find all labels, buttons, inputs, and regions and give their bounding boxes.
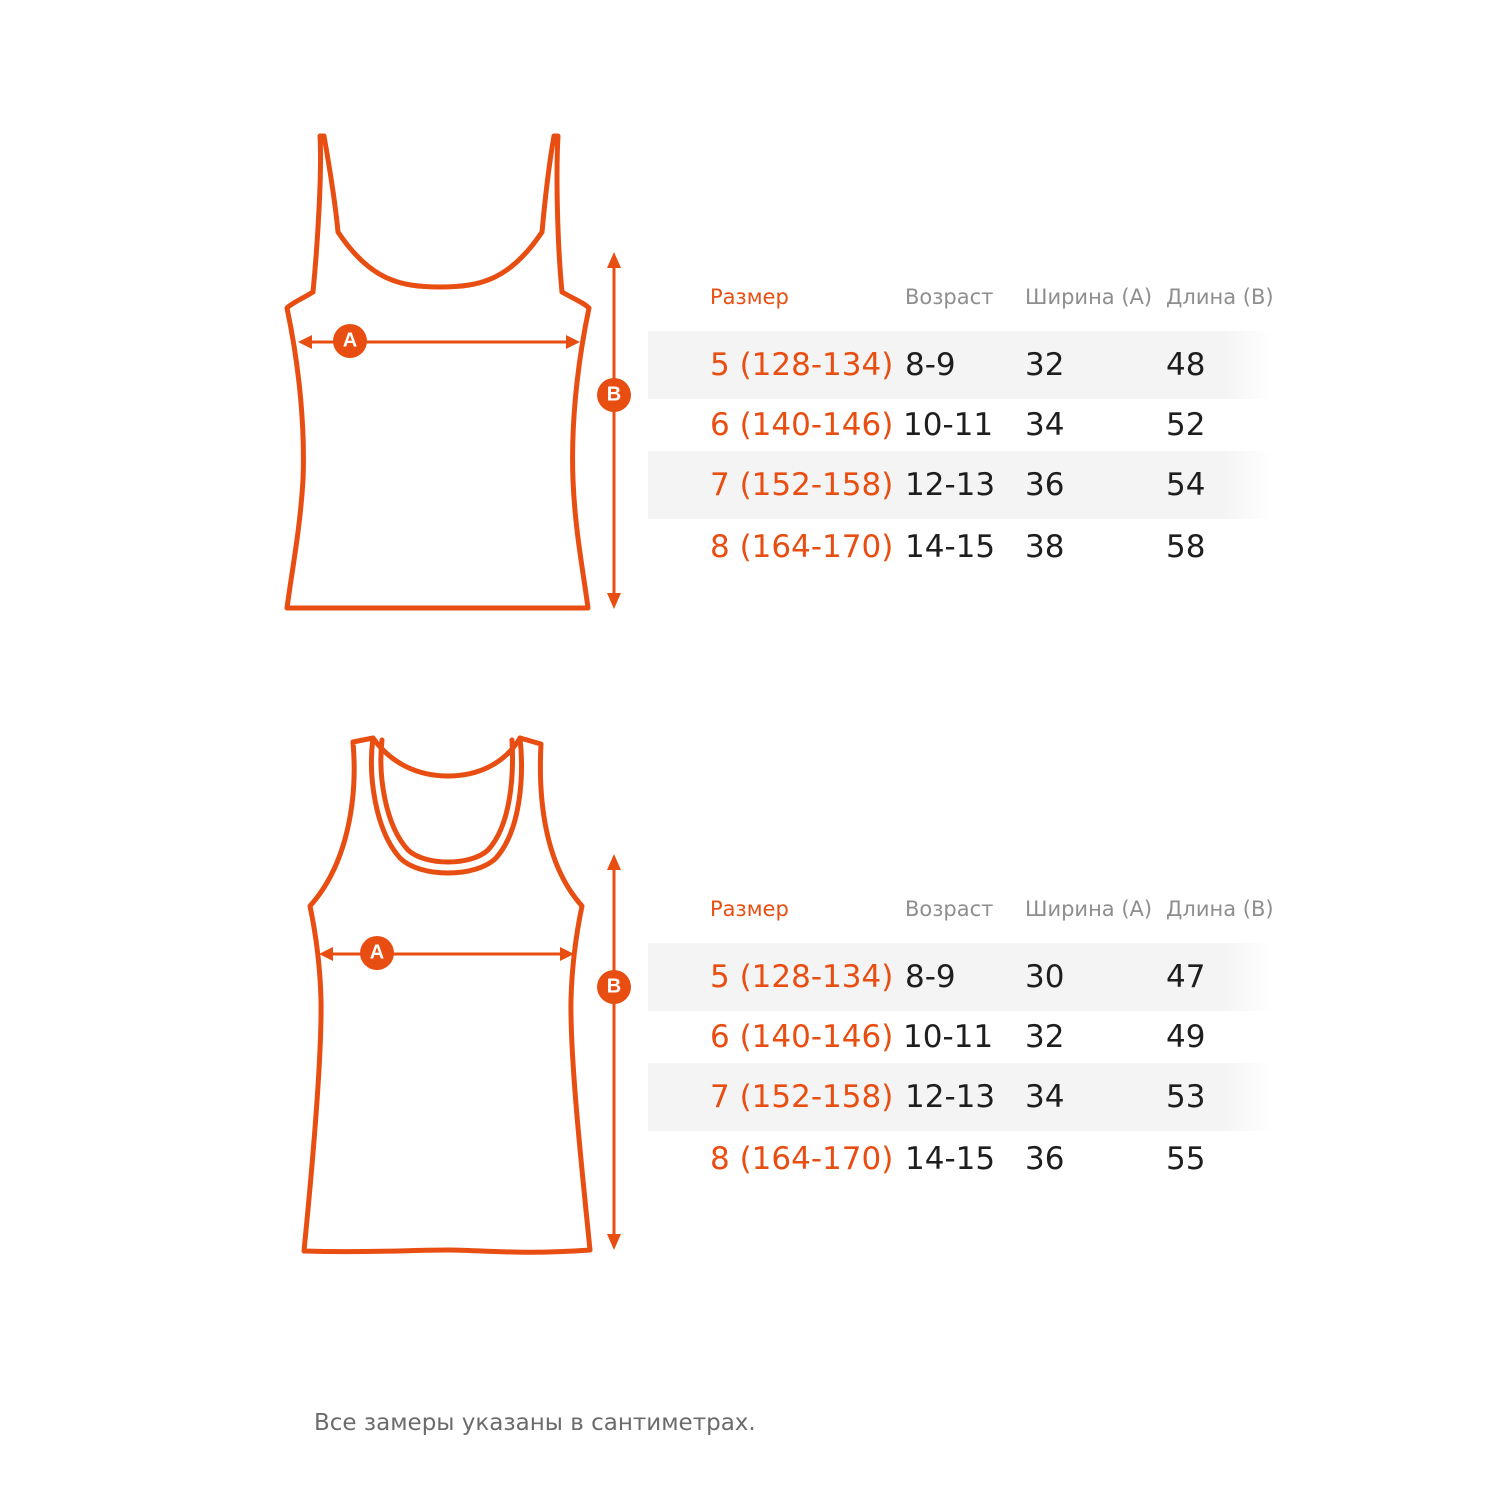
cell-size: 8 (164-170)	[710, 1141, 894, 1177]
camisole-icon	[0, 100, 660, 640]
cell-age: 8-9	[905, 347, 956, 383]
cell-age: 12-13	[905, 1079, 996, 1115]
length-arrow-b	[597, 854, 631, 1250]
cell-width: 34	[1025, 1079, 1065, 1115]
cell-length: 53	[1166, 1079, 1206, 1115]
table-row	[648, 1131, 1272, 1187]
cell-size: 8 (164-170)	[710, 529, 894, 565]
header-length: Длина (В)	[1166, 285, 1274, 309]
cell-length: 54	[1166, 467, 1206, 503]
cell-age: 14-15	[905, 1141, 996, 1177]
label-a: A	[369, 941, 385, 964]
table-row	[648, 451, 1272, 519]
cell-length: 58	[1166, 529, 1206, 565]
table-row	[648, 519, 1272, 575]
tank-top-icon	[0, 725, 660, 1265]
cell-age: 12-13	[905, 467, 996, 503]
cell-length: 55	[1166, 1141, 1206, 1177]
cell-length: 52	[1166, 407, 1206, 443]
width-arrow-a	[319, 936, 574, 970]
tank-top-diagram	[0, 725, 660, 1265]
cell-width: 36	[1025, 1141, 1065, 1177]
header-age: Возраст	[905, 285, 994, 309]
header-length: Длина (В)	[1166, 897, 1274, 921]
footnote: Все замеры указаны в сантиметрах.	[314, 1410, 756, 1436]
width-arrow-a	[298, 324, 580, 358]
size-table-camisole	[648, 285, 1272, 575]
cell-age: 10-11	[903, 1019, 994, 1055]
cell-width: 34	[1025, 407, 1065, 443]
table-row	[648, 943, 1272, 1011]
cell-size: 7 (152-158)	[710, 467, 894, 503]
cell-length: 47	[1166, 959, 1206, 995]
cell-size: 5 (128-134)	[710, 347, 894, 383]
label-b: B	[606, 383, 622, 406]
cell-size: 6 (140-146)	[710, 1019, 894, 1055]
header-width: Ширина (А)	[1025, 897, 1153, 921]
header-size: Размер	[710, 897, 789, 921]
cell-length: 48	[1166, 347, 1206, 383]
length-arrow-b	[597, 252, 631, 609]
cell-width: 36	[1025, 467, 1065, 503]
cell-width: 38	[1025, 529, 1065, 565]
cell-age: 14-15	[905, 529, 996, 565]
header-age: Возраст	[905, 897, 994, 921]
label-b: B	[606, 975, 622, 998]
cell-width: 30	[1025, 959, 1065, 995]
table-row	[648, 331, 1272, 399]
header-size: Размер	[710, 285, 789, 309]
cell-width: 32	[1025, 347, 1065, 383]
cell-age: 10-11	[903, 407, 994, 443]
camisole-diagram	[0, 100, 660, 640]
table-header	[648, 897, 1272, 947]
header-width: Ширина (А)	[1025, 285, 1153, 309]
table-header	[648, 285, 1272, 335]
cell-age: 8-9	[905, 959, 956, 995]
cell-length: 49	[1166, 1019, 1206, 1055]
table-row	[648, 1011, 1272, 1063]
table-row	[648, 1063, 1272, 1131]
table-row	[648, 399, 1272, 451]
cell-size: 5 (128-134)	[710, 959, 894, 995]
cell-size: 7 (152-158)	[710, 1079, 894, 1115]
size-table-tank-top	[648, 897, 1272, 1187]
cell-size: 6 (140-146)	[710, 407, 894, 443]
label-a: A	[342, 329, 358, 352]
cell-width: 32	[1025, 1019, 1065, 1055]
